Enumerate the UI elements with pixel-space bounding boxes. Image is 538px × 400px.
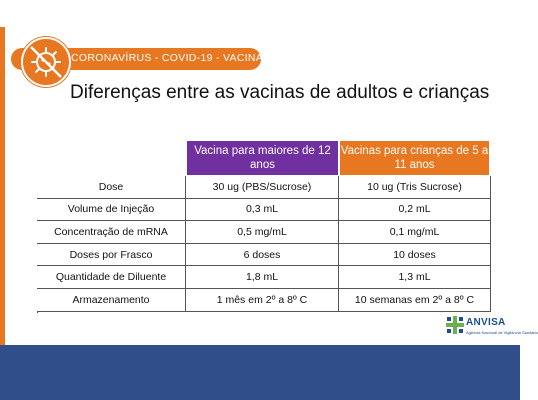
anvisa-logo xyxy=(445,315,538,345)
cell-adults: 0,3 mL xyxy=(186,199,339,222)
cell-children: 10 semanas em 2º a 8º C xyxy=(339,289,491,312)
anvisa-subtitle: Agência Nacional de Vigilância Sanitária xyxy=(466,330,538,335)
row-label: Doses por Frasco xyxy=(37,244,186,267)
cell-adults: 6 doses xyxy=(186,244,339,267)
cell-adults: 1 mês em 2º a 8º C xyxy=(186,289,339,312)
cell-children: 0,1 mg/mL xyxy=(339,221,491,244)
cell-adults: 1,8 mL xyxy=(186,266,339,289)
row-label: Armazenamento xyxy=(37,289,186,312)
cell-adults: 30 ug (PBS/Sucrose) xyxy=(186,176,339,199)
anvisa-name: ANVISA xyxy=(466,317,506,328)
row-label: Dose xyxy=(37,176,186,199)
row-label: Quantidade de Diluente xyxy=(37,266,186,289)
footer-band xyxy=(0,345,520,400)
header-tag-label: CORONAVÍRUS - COVID-19 - VACINAS xyxy=(71,52,271,64)
anvisa-logo-icon xyxy=(445,315,465,335)
cell-children: 1,3 mL xyxy=(339,266,491,289)
page-title: Diferenças entre as vacinas de adultos e crianças xyxy=(70,82,490,103)
cell-children: 10 ug (Tris Sucrose) xyxy=(339,176,491,199)
column-header-adults: Vacina para maiores de 12 anos xyxy=(186,140,339,176)
cell-children: 0,2 mL xyxy=(339,199,491,222)
cell-adults: 0,5 mg/mL xyxy=(186,221,339,244)
virus-icon xyxy=(21,37,71,87)
row-label: Volume de Injeção xyxy=(37,199,186,222)
left-accent-bar xyxy=(0,27,5,345)
cell-children: 10 doses xyxy=(339,244,491,267)
column-header-children: Vacinas para crianças de 5 a 11 anos xyxy=(339,140,490,176)
row-label: Concentração de mRNA xyxy=(37,221,186,244)
